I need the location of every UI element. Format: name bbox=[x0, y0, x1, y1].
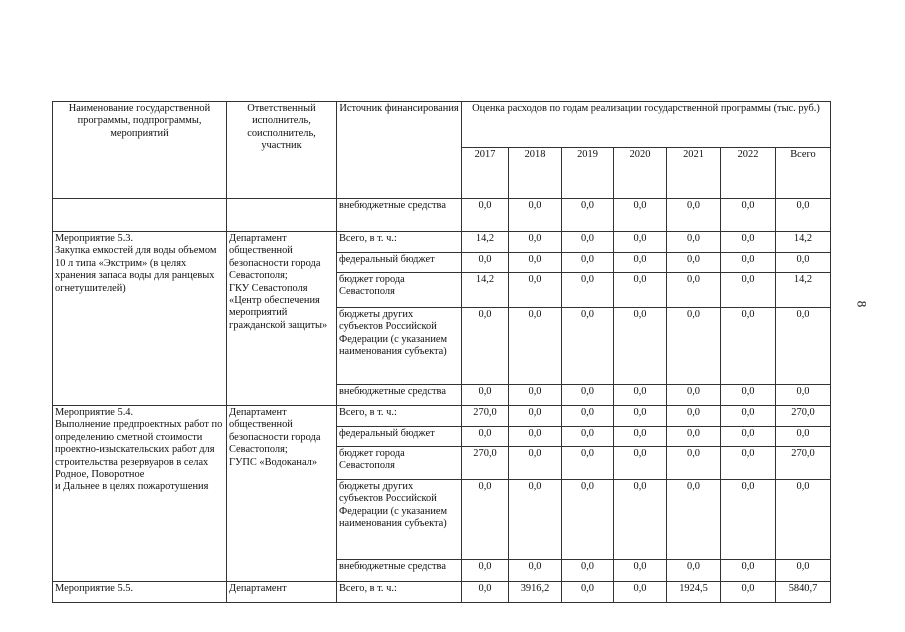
value-year: 0,0 bbox=[667, 273, 721, 308]
value-year: 0,0 bbox=[562, 427, 614, 447]
value-year: 0,0 bbox=[509, 232, 562, 253]
value-year: 0,0 bbox=[667, 385, 721, 406]
value-year: 0,0 bbox=[614, 253, 667, 273]
value-total: 0,0 bbox=[776, 385, 831, 406]
value-year: 0,0 bbox=[667, 560, 721, 582]
value-year: 0,0 bbox=[509, 447, 562, 480]
responsible-executor: Департамент bbox=[227, 582, 337, 603]
header-row bbox=[53, 102, 831, 148]
value-year: 0,0 bbox=[721, 406, 776, 427]
header-year: 2022 bbox=[721, 148, 776, 199]
value-year: 0,0 bbox=[721, 273, 776, 308]
value-year: 0,0 bbox=[462, 480, 509, 560]
value-year: 0,0 bbox=[614, 582, 667, 603]
table-row bbox=[53, 232, 831, 253]
value-year: 0,0 bbox=[667, 232, 721, 253]
value-year: 270,0 bbox=[462, 447, 509, 480]
header-estimate: Оценка расходов по годам реализации государственной программы (тыс. руб.) bbox=[462, 102, 831, 148]
value-year: 0,0 bbox=[509, 199, 562, 232]
responsible-executor bbox=[227, 199, 337, 232]
value-year: 14,2 bbox=[462, 232, 509, 253]
value-year: 0,0 bbox=[614, 427, 667, 447]
value-year: 0,0 bbox=[667, 480, 721, 560]
value-year: 0,0 bbox=[614, 199, 667, 232]
value-year: 0,0 bbox=[721, 385, 776, 406]
value-year: 0,0 bbox=[462, 199, 509, 232]
value-year: 0,0 bbox=[614, 480, 667, 560]
value-year: 0,0 bbox=[614, 406, 667, 427]
value-year: 0,0 bbox=[614, 385, 667, 406]
header-name: Наименование государственной программы, подпрограммы, мероприятий bbox=[53, 102, 227, 199]
value-year: 0,0 bbox=[562, 253, 614, 273]
value-year: 0,0 bbox=[462, 385, 509, 406]
value-total: 14,2 bbox=[776, 273, 831, 308]
value-total: 0,0 bbox=[776, 308, 831, 385]
responsible-executor: Департамент общественной безопасности города Севастополя; ГУПС «Водоканал» bbox=[227, 406, 337, 582]
funding-source: Всего, в т. ч.: bbox=[337, 232, 462, 253]
value-year: 0,0 bbox=[667, 308, 721, 385]
value-total: 0,0 bbox=[776, 480, 831, 560]
value-year: 0,0 bbox=[721, 253, 776, 273]
value-year: 0,0 bbox=[462, 427, 509, 447]
funding-source: федеральный бюджет bbox=[337, 253, 462, 273]
value-year: 0,0 bbox=[562, 308, 614, 385]
value-year: 0,0 bbox=[509, 253, 562, 273]
value-total: 270,0 bbox=[776, 406, 831, 427]
value-year: 270,0 bbox=[462, 406, 509, 427]
value-total: 0,0 bbox=[776, 199, 831, 232]
value-year: 0,0 bbox=[562, 406, 614, 427]
header-year: 2021 bbox=[667, 148, 721, 199]
value-year: 0,0 bbox=[509, 385, 562, 406]
value-year: 0,0 bbox=[614, 273, 667, 308]
value-year: 0,0 bbox=[509, 308, 562, 385]
value-year: 0,0 bbox=[721, 447, 776, 480]
value-year: 0,0 bbox=[509, 560, 562, 582]
value-year: 0,0 bbox=[667, 406, 721, 427]
value-year: 14,2 bbox=[462, 273, 509, 308]
value-year: 0,0 bbox=[667, 199, 721, 232]
value-year: 0,0 bbox=[614, 232, 667, 253]
value-year: 0,0 bbox=[562, 273, 614, 308]
funding-source: Всего, в т. ч.: bbox=[337, 406, 462, 427]
table-body bbox=[53, 199, 831, 603]
funding-source: внебюджетные средства bbox=[337, 385, 462, 406]
value-year: 0,0 bbox=[509, 273, 562, 308]
table-row bbox=[53, 582, 831, 603]
value-total: 0,0 bbox=[776, 427, 831, 447]
value-year: 0,0 bbox=[562, 232, 614, 253]
value-year: 0,0 bbox=[614, 560, 667, 582]
header-year: 2017 bbox=[462, 148, 509, 199]
value-total: 14,2 bbox=[776, 232, 831, 253]
funding-source: Всего, в т. ч.: bbox=[337, 582, 462, 603]
header-year: 2019 bbox=[562, 148, 614, 199]
measure-name: Мероприятие 5.3. Закупка емкостей для воды объемом 10 л типа «Экстрим» (в целях хранения запаса воды для ранцевых огнетушителей) bbox=[53, 232, 227, 406]
funding-source: бюджеты других субъектов Российской Федерации (с указанием наименования субъекта) bbox=[337, 308, 462, 385]
funding-source: внебюджетные средства bbox=[337, 560, 462, 582]
value-year: 0,0 bbox=[562, 560, 614, 582]
table-row bbox=[53, 199, 831, 232]
value-year: 0,0 bbox=[562, 480, 614, 560]
value-year: 0,0 bbox=[721, 427, 776, 447]
value-year: 0,0 bbox=[721, 480, 776, 560]
value-year: 0,0 bbox=[462, 582, 509, 603]
measure-name bbox=[53, 199, 227, 232]
value-year: 0,0 bbox=[614, 308, 667, 385]
value-year: 0,0 bbox=[721, 582, 776, 603]
value-year: 1924,5 bbox=[667, 582, 721, 603]
value-year: 0,0 bbox=[562, 447, 614, 480]
page-number: 8 bbox=[854, 300, 870, 308]
value-year: 0,0 bbox=[462, 308, 509, 385]
funding-source: федеральный бюджет bbox=[337, 427, 462, 447]
value-year: 0,0 bbox=[721, 199, 776, 232]
value-year: 0,0 bbox=[721, 232, 776, 253]
value-year: 0,0 bbox=[667, 447, 721, 480]
responsible-executor: Департамент общественной безопасности города Севастополя; ГКУ Севастополя «Центр обеспечения мероприятий гражданской защиты» bbox=[227, 232, 337, 406]
value-total: 270,0 bbox=[776, 447, 831, 480]
value-total: 0,0 bbox=[776, 560, 831, 582]
value-year: 0,0 bbox=[509, 406, 562, 427]
value-year: 0,0 bbox=[509, 480, 562, 560]
funding-source: внебюджетные средства bbox=[337, 199, 462, 232]
value-year: 0,0 bbox=[462, 560, 509, 582]
budget-table bbox=[52, 101, 831, 603]
value-year: 0,0 bbox=[667, 253, 721, 273]
value-year: 0,0 bbox=[562, 582, 614, 603]
value-year: 0,0 bbox=[462, 253, 509, 273]
value-year: 0,0 bbox=[667, 427, 721, 447]
measure-name: Мероприятие 5.4. Выполнение предпроектных работ по определению сметной стоимости проектно-изыскательских работ для строительства резервуаров в селах Родное, Поворотное и Дальнее в целях пожаротушения bbox=[53, 406, 227, 582]
value-year: 3916,2 bbox=[509, 582, 562, 603]
value-year: 0,0 bbox=[562, 199, 614, 232]
value-year: 0,0 bbox=[614, 447, 667, 480]
value-year: 0,0 bbox=[509, 427, 562, 447]
funding-source: бюджет города Севастополя bbox=[337, 447, 462, 480]
header-year-total: Всего bbox=[776, 148, 831, 199]
header-responsible: Ответственный исполнитель, соисполнитель, участник bbox=[227, 102, 337, 199]
value-total: 5840,7 bbox=[776, 582, 831, 603]
header-year: 2020 bbox=[614, 148, 667, 199]
funding-source: бюджет города Севастополя bbox=[337, 273, 462, 308]
measure-name: Мероприятие 5.5. bbox=[53, 582, 227, 603]
header-source: Источник финансирования bbox=[337, 102, 462, 199]
value-total: 0,0 bbox=[776, 253, 831, 273]
table-row bbox=[53, 406, 831, 427]
value-year: 0,0 bbox=[721, 308, 776, 385]
value-year: 0,0 bbox=[721, 560, 776, 582]
funding-source: бюджеты других субъектов Российской Федерации (с указанием наименования субъекта) bbox=[337, 480, 462, 560]
header-year: 2018 bbox=[509, 148, 562, 199]
value-year: 0,0 bbox=[562, 385, 614, 406]
